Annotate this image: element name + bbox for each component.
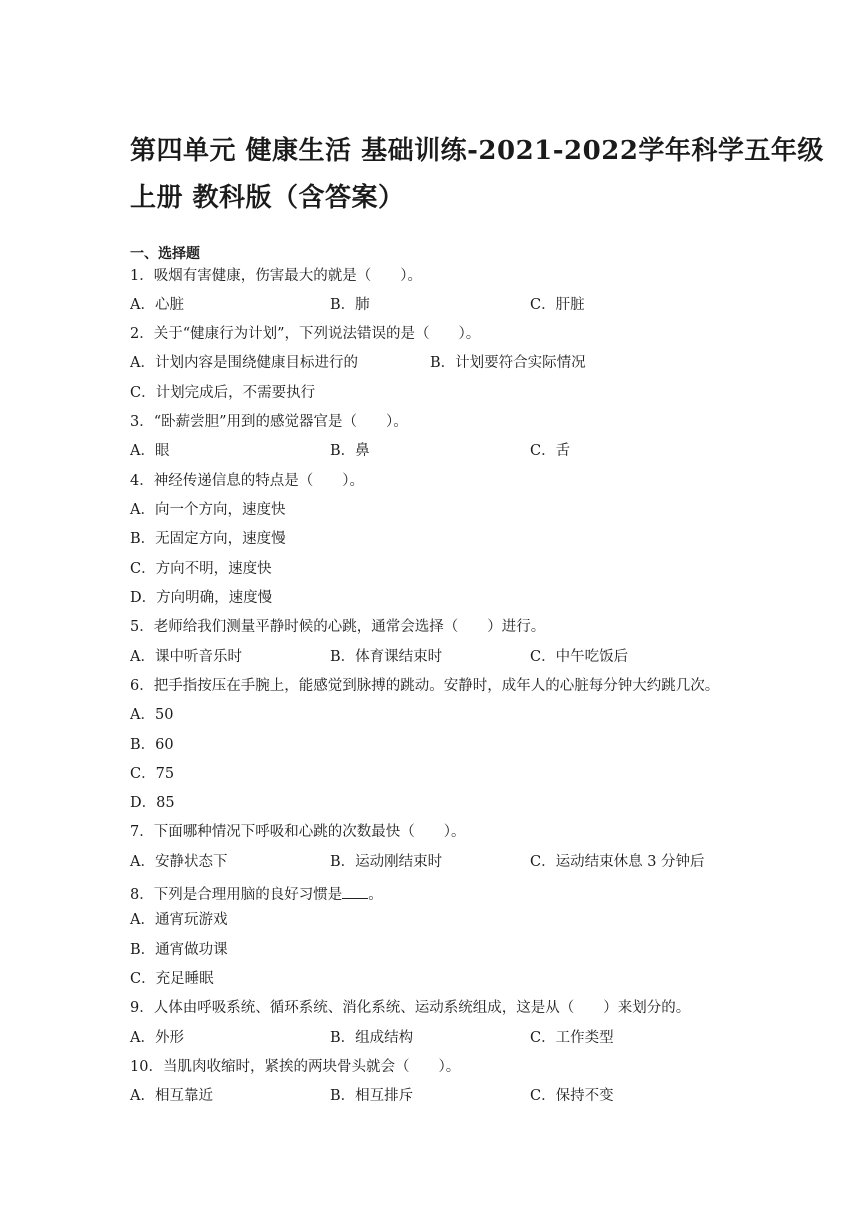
question-10: 10．当肌肉收缩时，紧挨的两块骨头就会（ ）。: [130, 1059, 461, 1075]
q6-option-d: D．85: [130, 795, 175, 811]
answer-blank: [342, 884, 368, 899]
q8-option-b: B．通宵做功课: [130, 942, 228, 958]
q4-option-a: A．向一个方向，速度快: [130, 502, 286, 518]
question-1: 1．吸烟有害健康，伤害最大的就是（ ）。: [130, 268, 422, 284]
question-9: 9．人体由呼吸系统、循环系统、消化系统、运动系统组成，这是从（ ）来划分的。: [130, 1000, 691, 1016]
q1-option-a: A．心脏: [130, 297, 184, 313]
q4-option-b: B．无固定方向，速度慢: [130, 531, 286, 547]
q5-option-a: A．课中听音乐时: [130, 649, 242, 665]
question-7: 7．下面哪种情况下呼吸和心跳的次数最快（ ）。: [130, 824, 466, 840]
q9-option-a: A．外形: [130, 1030, 184, 1046]
q8-option-a: A．通宵玩游戏: [130, 912, 228, 928]
document-title-line-1: 第四单元 健康生活 基础训练-2021-2022学年科学五年级: [130, 136, 824, 166]
q3-option-b: B．鼻: [330, 443, 370, 459]
q5-option-c: C．中午吃饭后: [530, 649, 629, 665]
question-6: 6．把手指按压在手腕上，能感觉到脉搏的跳动。安静时，成年人的心脏每分钟大约跳几次。: [130, 678, 720, 694]
q6-option-a: A．50: [130, 707, 174, 723]
q10-option-b: B．相互排斥: [330, 1088, 414, 1104]
q4-option-d: D．方向明确，速度慢: [130, 590, 273, 606]
question-8-text: 8．下列是合理用脑的良好习惯是: [130, 887, 343, 903]
question-3: 3．“卧薪尝胆”用到的感觉器官是（ ）。: [130, 414, 408, 430]
q9-option-c: C．工作类型: [530, 1030, 614, 1046]
question-8: [130, 884, 383, 903]
q3-option-c: C．舌: [530, 443, 571, 459]
q8-option-c: C．充足睡眠: [130, 971, 214, 987]
question-4: 4．神经传递信息的特点是（ ）。: [130, 473, 364, 489]
question-5: 5．老师给我们测量平静时候的心跳，通常会选择（ ）进行。: [130, 619, 546, 635]
document-title-line-2: 上册 教科版（含答案）: [130, 183, 405, 213]
q2-option-c: C．计划完成后，不需要执行: [130, 385, 316, 401]
q10-option-c: C．保持不变: [530, 1088, 614, 1104]
q7-option-a: A．安静状态下: [130, 854, 228, 870]
question-2: 2．关于“健康行为计划”，下列说法错误的是（ ）。: [130, 326, 481, 342]
q9-option-b: B．组成结构: [330, 1030, 414, 1046]
section-heading: 一、选择题: [130, 246, 200, 262]
q2-option-b: B．计划要符合实际情况: [430, 355, 586, 371]
q4-option-c: C．方向不明，速度快: [130, 561, 272, 577]
q7-option-c: C．运动结束休息 3 分钟后: [530, 854, 705, 870]
q1-option-b: B．肺: [330, 297, 370, 313]
q10-option-a: A．相互靠近: [130, 1088, 213, 1104]
q5-option-b: B．体育课结束时: [330, 649, 443, 665]
q7-option-b: B．运动刚结束时: [330, 854, 443, 870]
q6-option-b: B．60: [130, 737, 174, 753]
q3-option-a: A．眼: [130, 443, 170, 459]
q6-option-c: C．75: [130, 766, 175, 782]
q1-option-c: C．肝脏: [530, 297, 585, 313]
question-8-end: 。: [368, 887, 383, 903]
q2-option-a: A．计划内容是围绕健康目标进行的: [130, 355, 358, 371]
